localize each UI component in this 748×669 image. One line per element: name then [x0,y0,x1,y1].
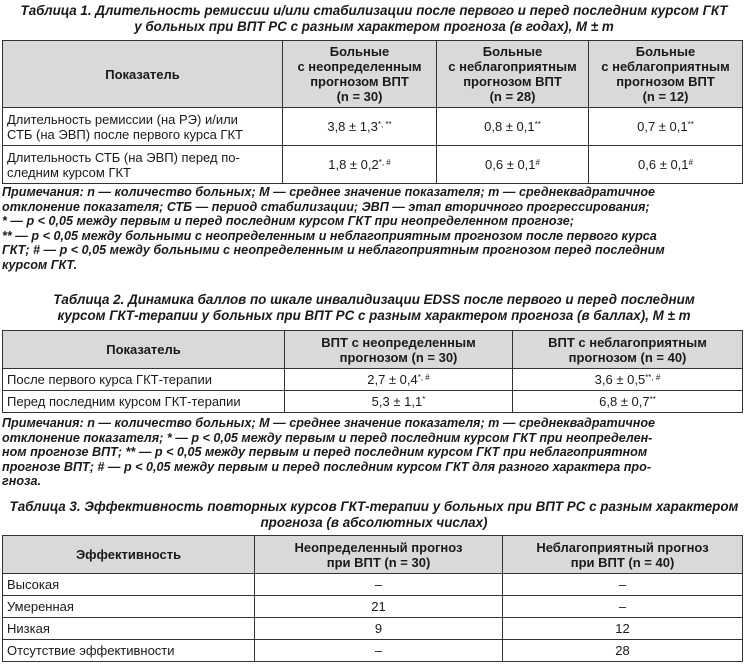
table3-header-group2: Неблагоприятный прогноз при ВПТ (n = 40) [503,536,743,574]
table1-header-row [3,41,743,108]
cell-value: 0,8 ± 0,1** [437,108,589,146]
table3 [2,535,743,662]
row-label: Перед последним курсом ГКТ-терапии [3,391,285,413]
table-row [3,369,743,391]
table-row [3,108,743,146]
cell-value: 6,8 ± 0,7** [513,391,743,413]
table3-header-group1: Неопределенный прогноз при ВПТ (n = 30) [255,536,503,574]
table-row [3,618,743,640]
table2-caption-line: курсом ГКТ-терапии у больных при ВПТ РС с разным характером прогноза (в баллах), M ± m [57,308,691,323]
table1-notes: Примечания: n — количество больных; M — среднее значение показателя; m — среднеквадратичное отклонение показателя; СТБ — период стабилизации; ЭВП — этап вторичного прогрессирования; * — p < 0,05 между первым и перед последним курсом ГКТ при неопределенном прогнозе; ** — p < 0,05 между больными с неопределенным и неблагоприятным прогнозом после первого курса ГКТ; # — p < 0,05 между больными с неопределенным и неблагоприятным прогнозом перед последним курсом ГКТ. [2,185,665,272]
table1 [2,40,743,184]
cell-value: – [503,596,743,618]
row-label: Низкая [3,618,255,640]
cell-value: 21 [255,596,503,618]
cell-value: 1,8 ± 0,2*, # [283,146,437,184]
table2-header-row [3,331,743,369]
table2-caption [0,292,748,324]
cell-value: 0,6 ± 0,1# [437,146,589,184]
table-row [3,146,743,184]
cell-value: 3,8 ± 1,3*, ** [283,108,437,146]
table1-caption [0,3,748,35]
table2-header-group2: ВПТ с неблагоприятным прогнозом (n = 40) [513,331,743,369]
row-label: Отсутствие эффективности [3,640,255,662]
row-label: Высокая [3,574,255,596]
table1-header-group1: Больные с неопределенным прогнозом ВПТ (n = 30) [283,41,437,108]
cell-value: 28 [503,640,743,662]
cell-value: 0,7 ± 0,1** [589,108,743,146]
table2-notes: Примечания: n — количество больных; M — среднее значение показателя; m — среднеквадратичное отклонение показателя; * — p < 0,05 между первым и перед последним курсом ГКТ при неопределен- ном прогнозе ВПТ; ** — p < 0,05 между первым и перед последним курсом ГКТ при неблагоприятном прогнозе ВПТ; # — p < 0,05 между первым и перед последним курсом ГКТ для разного характера про- гноза. [2,416,656,489]
table2 [2,330,743,413]
cell-value: 9 [255,618,503,640]
table-row [3,596,743,618]
table2-header-indicator: Показатель [3,331,285,369]
cell-value: – [255,574,503,596]
table2-caption-line: Таблица 2. Динамика баллов по шкале инвалидизации EDSS после первого и перед последним [53,292,695,307]
table3-caption [0,499,748,531]
row-label: После первого курса ГКТ-терапии [3,369,285,391]
table-row [3,574,743,596]
row-label: Длительность ремиссии (на РЭ) и/или СТБ (на ЭВП) после первого курса ГКТ [3,108,283,146]
cell-value: 12 [503,618,743,640]
table3-caption-line: Таблица 3. Эффективность повторных курсов ГКТ-терапии у больных при ВПТ РС с разным характером [9,499,739,514]
row-label: Длительность СТБ (на ЭВП) перед по- следним курсом ГКТ [3,146,283,184]
table3-caption-line: прогноза (в абсолютных числах) [260,515,488,530]
cell-value: 2,7 ± 0,4*, # [285,369,513,391]
table3-header-indicator: Эффективность [3,536,255,574]
row-label: Умеренная [3,596,255,618]
cell-value: 5,3 ± 1,1* [285,391,513,413]
table2-header-group1: ВПТ с неопределенным прогнозом (n = 30) [285,331,513,369]
table1-header-indicator: Показатель [3,41,283,108]
table1-caption-line: у больных при ВПТ РС с разным характером прогноза (в годах), M ± m [134,19,614,34]
cell-value: – [503,574,743,596]
cell-value: 3,6 ± 0,5**, # [513,369,743,391]
table3-header-row [3,536,743,574]
table-row [3,640,743,662]
table1-header-group3: Больные с неблагоприятным прогнозом ВПТ (n = 12) [589,41,743,108]
cell-value: – [255,640,503,662]
table-row [3,391,743,413]
cell-value: 0,6 ± 0,1# [589,146,743,184]
table1-header-group2: Больные с неблагоприятным прогнозом ВПТ (n = 28) [437,41,589,108]
table1-caption-line: Таблица 1. Длительность ремиссии и/или стабилизации после первого и перед последним курсом ГКТ [20,3,728,18]
